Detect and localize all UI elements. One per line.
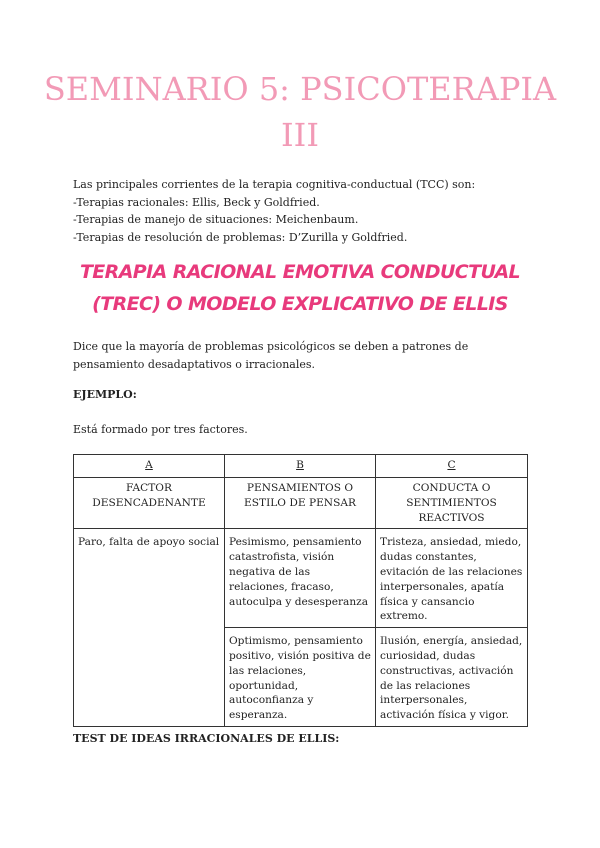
- column-letter-a: A: [74, 455, 225, 478]
- column-header-c: CONDUCTA O SENTIMIENTOS REACTIVOS: [376, 478, 528, 529]
- table-row: [74, 628, 528, 727]
- table-cell-thoughts: Pesimismo, pensamiento catastrofista, visión negativa de las relaciones, fracaso, autoculpa y desesperanza: [225, 529, 376, 628]
- column-letter-c: C: [376, 455, 528, 478]
- example-label: EJEMPLO:: [73, 388, 137, 401]
- column-header-a: FACTOR DESENCADENANTE: [74, 478, 225, 529]
- intro-line: -Terapias de manejo de situaciones: Meichenbaum.: [73, 213, 359, 226]
- intro-line: -Terapias de resolución de problemas: D’Zurilla y Goldfried.: [73, 230, 408, 244]
- factors-table: [73, 454, 528, 727]
- table-header-row: [74, 478, 528, 529]
- description-paragraph: Dice que la mayoría de problemas psicológicos se deben a patrones de pensamiento desadaptativos o irracionales.: [73, 340, 469, 371]
- table-cell-thoughts: Optimismo, pensamiento positivo, visión positiva de las relaciones, oportunidad, autoconfianza y esperanza.: [225, 628, 376, 727]
- column-header-b: PENSAMIENTOS O ESTILO DE PENSAR: [225, 478, 376, 529]
- test-heading: TEST DE IDEAS IRRACIONALES DE ELLIS:: [73, 732, 340, 745]
- table-cell-trigger: Paro, falta de apoyo social: [74, 529, 225, 628]
- intro-line: -Terapias racionales: Ellis, Beck y Goldfried.: [73, 195, 320, 209]
- table-letter-row: [74, 455, 528, 478]
- page-title: SEMINARIO 5: PSICOTERAPIA III: [43, 70, 557, 154]
- section-title: TERAPIA RACIONAL EMOTIVA CONDUCTUAL (TREC) O MODELO EXPLICATIVO DE ELLIS: [79, 261, 521, 315]
- column-letter-b: B: [225, 455, 376, 478]
- table-cell-behavior: Tristeza, ansiedad, miedo, dudas constantes, evitación de las relaciones interpersonales, apatía física y cansancio extremo.: [376, 529, 528, 628]
- table-row: [74, 529, 528, 628]
- factors-intro: Está formado por tres factores.: [73, 423, 248, 436]
- intro-list: [73, 176, 543, 246]
- intro-line: Las principales corrientes de la terapia cognitiva-conductual (TCC) son:: [73, 178, 476, 191]
- table-cell-behavior: Ilusión, energía, ansiedad, curiosidad, dudas constructivas, activación de las relaciones interpersonales, activación física y vigor.: [376, 628, 528, 727]
- table-cell-trigger: [74, 628, 225, 727]
